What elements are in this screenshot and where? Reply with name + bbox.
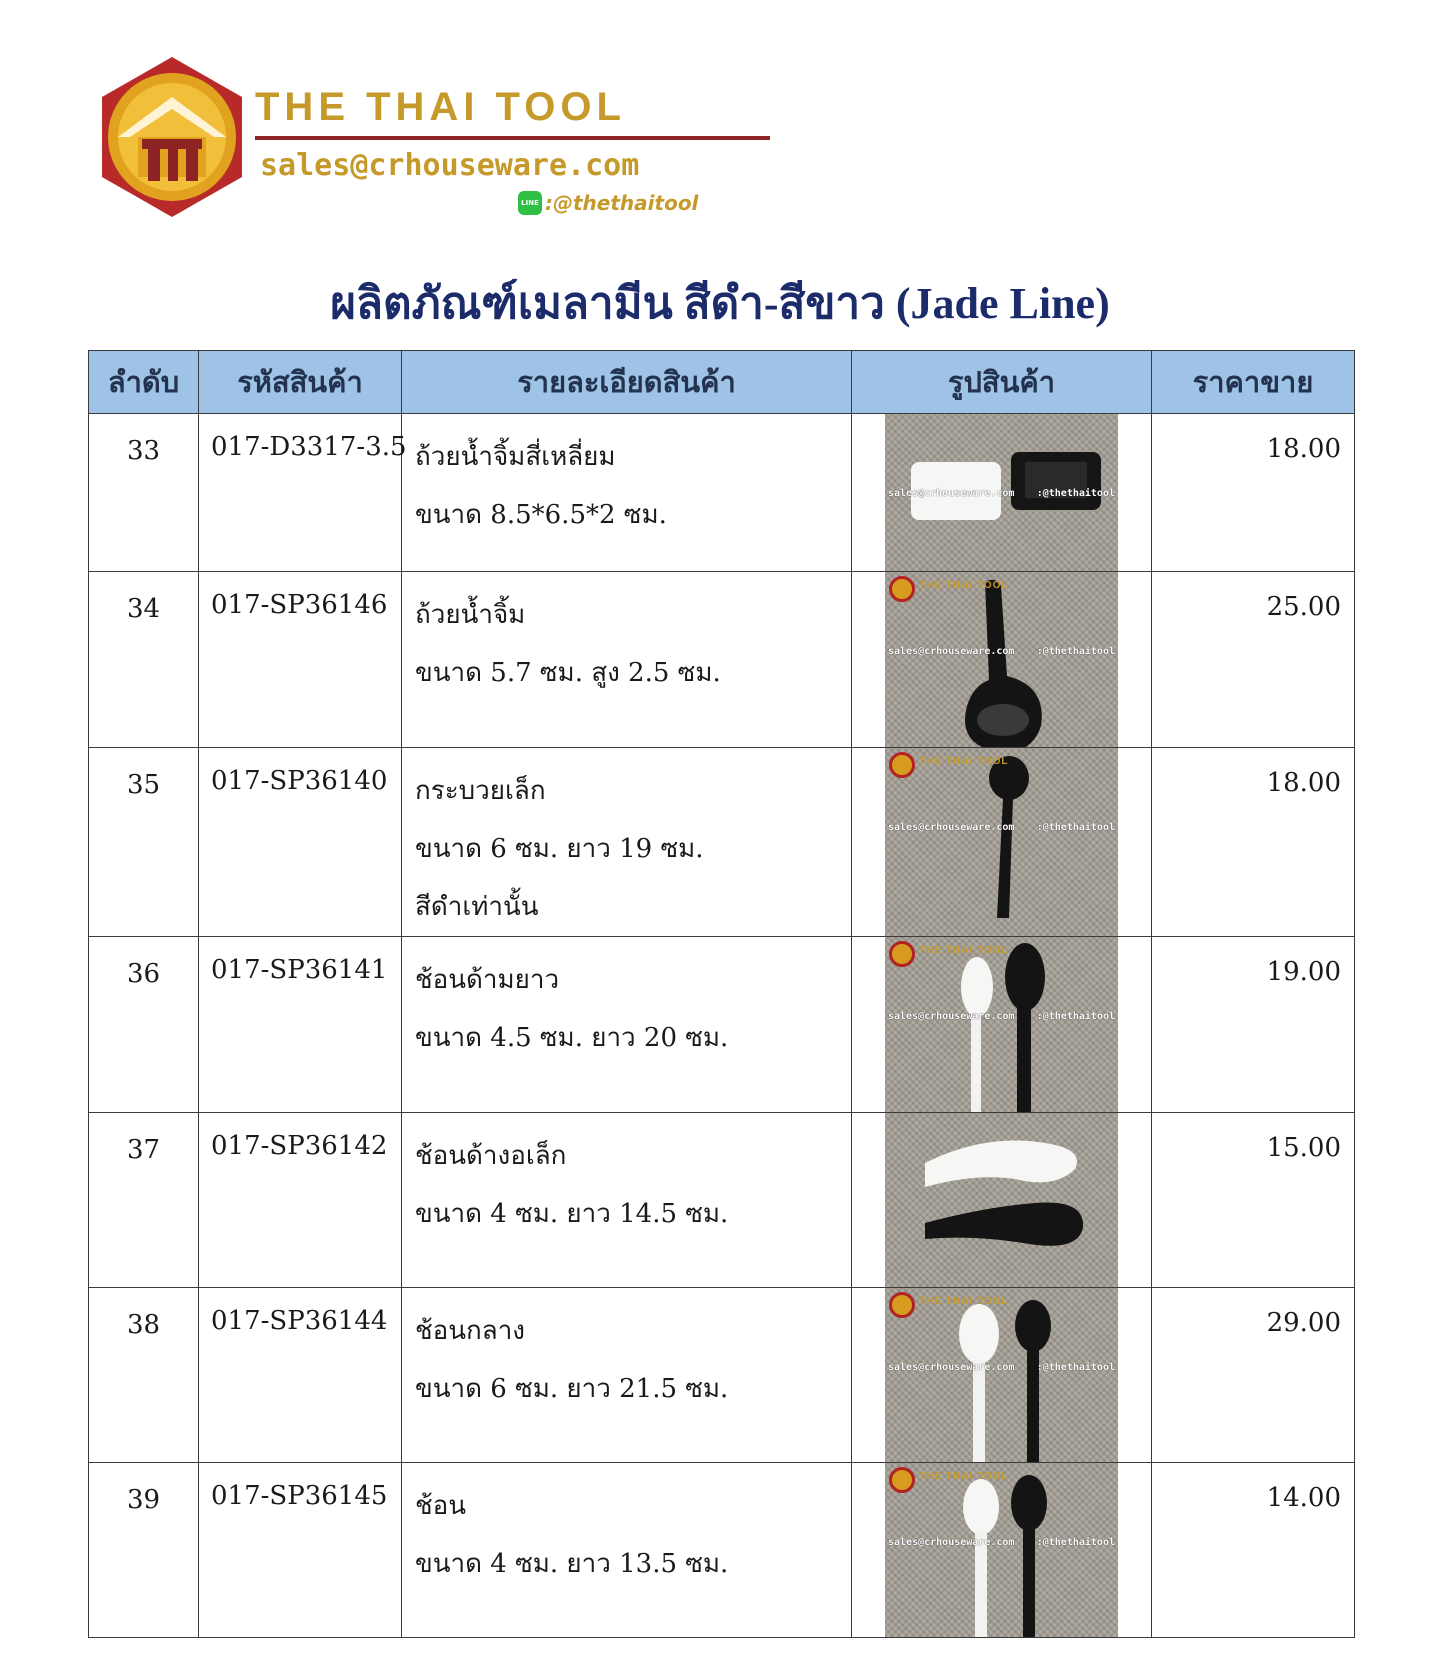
product-name: ช้อน	[415, 1491, 467, 1521]
watermark-email: sales@crhouseware.com	[888, 1362, 1015, 1373]
product-price: 19.00	[1152, 937, 1355, 1113]
table-row	[89, 748, 1355, 937]
table-row	[89, 572, 1355, 748]
table-row	[89, 414, 1355, 572]
product-code: 017-D3317-3.5	[199, 414, 402, 572]
product-name: ช้อนกลาง	[415, 1316, 526, 1346]
product-name: ช้อนด้างอเล็ก	[415, 1141, 567, 1171]
product-price: 25.00	[1152, 572, 1355, 748]
product-details	[402, 748, 852, 937]
photo-watermark	[888, 488, 1115, 499]
spoon-photo	[885, 1463, 1118, 1637]
col-header-details: รายละเอียดสินค้า	[402, 351, 852, 414]
page-title: ผลิตภัณฑ์เมลามีน สีดำ-สีขาว (Jade Line)	[330, 279, 1110, 328]
contact-email: sales@crhouseware.com	[260, 148, 640, 183]
product-details	[402, 414, 852, 572]
product-size: ขนาด 6 ซม. ยาว 21.5 ซม.	[415, 1374, 729, 1404]
product-name: ถ้วยน้ำจิ้มสี่เหลี่ยม	[415, 442, 616, 472]
watermark-brand: THE THAI TOOL	[919, 1296, 1009, 1307]
product-name: กระบวยเล็ก	[415, 776, 546, 806]
watermark-brand: THE THAI TOOL	[919, 580, 1009, 591]
row-number: 37	[89, 1113, 199, 1288]
row-number: 38	[89, 1288, 199, 1463]
product-details	[402, 1463, 852, 1638]
product-code: 017-SP36145	[199, 1463, 402, 1638]
house-logo-icon	[90, 55, 255, 220]
col-header-code: รหัสสินค้า	[199, 351, 402, 414]
product-photo-icon	[885, 937, 1118, 1112]
line-app-icon: LINE	[518, 191, 542, 215]
watermark-logo-icon	[889, 1467, 915, 1493]
product-name: ช้อนด้ามยาว	[415, 965, 560, 995]
small-ladle-photo	[885, 748, 1118, 936]
brand-divider	[255, 136, 770, 140]
photo-watermark	[888, 1011, 1115, 1022]
watermark-email: sales@crhouseware.com	[888, 822, 1015, 833]
product-price: 29.00	[1152, 1288, 1355, 1463]
product-image-cell	[852, 937, 1152, 1113]
product-photo-icon	[885, 748, 1118, 928]
watermark-logo-icon	[889, 752, 915, 778]
row-number: 33	[89, 414, 199, 572]
row-number: 35	[89, 748, 199, 937]
product-code: 017-SP36140	[199, 748, 402, 937]
watermark-logo-icon	[889, 1292, 915, 1318]
watermark-logo-icon	[889, 941, 915, 967]
table-header-row	[89, 351, 1355, 414]
photo-watermark	[888, 1362, 1115, 1373]
product-details	[402, 1113, 852, 1288]
watermark-line: :@thethaitool	[1036, 1011, 1115, 1022]
table-row	[89, 1288, 1355, 1463]
product-image-cell	[852, 1113, 1152, 1288]
product-image-cell	[852, 572, 1152, 748]
photo-watermark	[888, 1537, 1115, 1548]
product-price: 14.00	[1152, 1463, 1355, 1638]
serving-spoon-photo	[885, 1288, 1118, 1462]
product-image-cell	[852, 1288, 1152, 1463]
product-image-cell	[852, 1463, 1152, 1638]
product-size: ขนาด 4.5 ซม. ยาว 20 ซม.	[415, 1023, 729, 1053]
company-logo	[90, 55, 699, 235]
product-note: สีดำเท่านั้น	[415, 892, 539, 922]
product-price: 18.00	[1152, 748, 1355, 937]
product-details	[402, 572, 852, 748]
watermark-line: :@thethaitool	[1036, 646, 1115, 657]
row-number: 36	[89, 937, 199, 1113]
product-code: 017-SP36142	[199, 1113, 402, 1288]
col-header-image: รูปสินค้า	[852, 351, 1152, 414]
product-photo-icon	[885, 1463, 1118, 1637]
product-size: ขนาด 4 ซม. ยาว 14.5 ซม.	[415, 1199, 729, 1229]
watermark-line: :@thethaitool	[1036, 488, 1115, 499]
long-spoon-photo	[885, 937, 1118, 1112]
row-number: 34	[89, 572, 199, 748]
col-header-no: ลำดับ	[89, 351, 199, 414]
product-code: 017-SP36144	[199, 1288, 402, 1463]
watermark-line: :@thethaitool	[1036, 1537, 1115, 1548]
product-price: 18.00	[1152, 414, 1355, 572]
watermark-email: sales@crhouseware.com	[888, 488, 1015, 499]
product-size: ขนาด 8.5*6.5*2 ซม.	[415, 500, 667, 530]
product-details	[402, 937, 852, 1113]
product-image-cell	[852, 414, 1152, 572]
table-row	[89, 937, 1355, 1113]
line-contact	[518, 191, 698, 215]
watermark-brand: THE THAI TOOL	[919, 756, 1009, 767]
product-table	[88, 350, 1355, 1638]
sauce-cup-photo	[885, 572, 1118, 747]
curved-spoon-photo	[885, 1113, 1118, 1287]
watermark-email: sales@crhouseware.com	[888, 1011, 1015, 1022]
product-code: 017-SP36146	[199, 572, 402, 748]
photo-watermark	[888, 822, 1115, 833]
brand-name: THE THAI TOOL	[255, 85, 626, 129]
watermark-line: :@thethaitool	[1036, 822, 1115, 833]
product-photo-icon	[885, 1113, 1118, 1287]
row-number: 39	[89, 1463, 199, 1638]
product-name: ถ้วยน้ำจิ้ม	[415, 600, 526, 630]
watermark-line: :@thethaitool	[1036, 1362, 1115, 1373]
col-header-price: ราคาขาย	[1152, 351, 1355, 414]
product-photo-icon	[885, 572, 1118, 747]
square-sauce-dishes-photo	[885, 414, 1118, 571]
product-code: 017-SP36141	[199, 937, 402, 1113]
watermark-email: sales@crhouseware.com	[888, 1537, 1015, 1548]
line-id-text: :@thethaitool	[545, 191, 699, 215]
table-row	[89, 1463, 1355, 1638]
photo-watermark	[888, 646, 1115, 657]
product-image-cell	[852, 748, 1152, 937]
product-size: ขนาด 5.7 ซม. สูง 2.5 ซม.	[415, 658, 721, 688]
product-details	[402, 1288, 852, 1463]
product-size: ขนาด 4 ซม. ยาว 13.5 ซม.	[415, 1549, 729, 1579]
watermark-email: sales@crhouseware.com	[888, 646, 1015, 657]
watermark-logo-icon	[889, 576, 915, 602]
watermark-brand: THE THAI TOOL	[919, 945, 1009, 956]
product-size: ขนาด 6 ซม. ยาว 19 ซม.	[415, 834, 704, 864]
product-photo-icon	[885, 1288, 1118, 1462]
watermark-brand: THE THAI TOOL	[919, 1471, 1009, 1482]
table-row	[89, 1113, 1355, 1288]
product-price: 15.00	[1152, 1113, 1355, 1288]
